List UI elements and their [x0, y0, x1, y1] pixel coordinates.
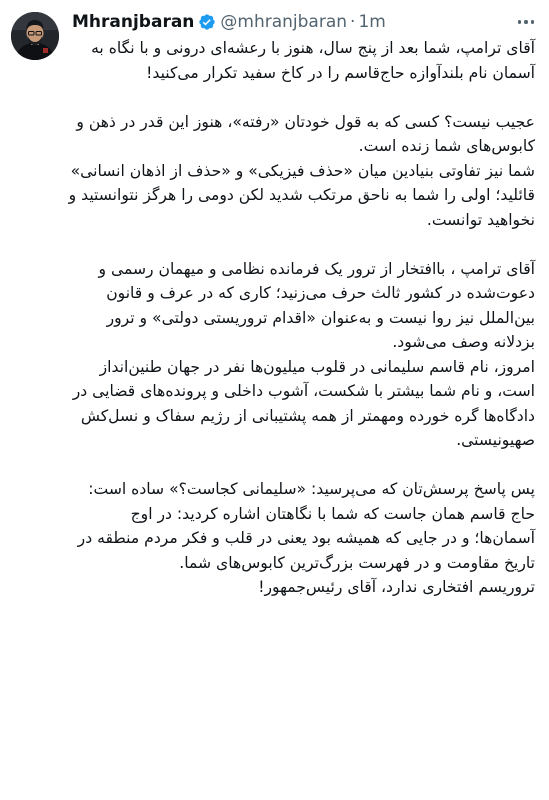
tweet-paragraph: تروریسم افتخاری ندارد، آقای رئیس‌جمهور! [258, 578, 535, 596]
verified-badge-icon [198, 13, 216, 31]
user-handle[interactable]: @mhranjbaran [220, 12, 348, 32]
avatar[interactable] [11, 12, 59, 60]
tweet-header [72, 10, 386, 34]
tweet-text [68, 36, 535, 600]
tweet-timestamp[interactable]: 1m [358, 12, 386, 32]
header-separator: · [350, 12, 356, 32]
tweet-paragraph: امروز، نام قاسم سلیمانی در قلوب میلیون‌ها نفر در جهان طنین‌انداز است، و نام شما بیشتر با شکست، آشوب داخلی و پرونده‌های قضایی در دادگاه‌ها گره خورده ومهمتر از همه پشتیبانی از رژیم سفاک و نسل‌کش صهیونیستی. [72, 357, 535, 449]
tweet-paragraph: پس پاسخ پرسش‌تان که می‌پرسید: «سلیمانی کجاست؟» ساده است: [88, 480, 535, 498]
display-name[interactable]: Mhranjbaran [72, 12, 195, 32]
tweet-paragraph: آقای ترامپ ، باافتخار از ترور یک فرمانده نظامی و میهمان رسمی و دعوت‌شده در کشور ثالث حرف می‌زنید؛ کاری که در عرف و قانون بین‌الملل نیز روا نیست و به‌عنوان «اقدام تروریستی دولتی» و ترور بزدلانه وصف می‌شود. [98, 259, 535, 351]
tweet-paragraph: حاج قاسم همان جاست که شما با نگاهتان اشاره کردید: در اوج آسمان‌ها؛ و در جایی که همیشه بود یعنی در قلب و فکر مردم منطقه در تاریخ مقاومت و در فهرست بزرگ‌ترین کابوس‌های شما. [77, 504, 535, 572]
tweet-paragraph: عجیب نیست؟ کسی که به قول خودتان «رفته»، هنوز این قدر در ذهن و کابوس‌های شما زنده است. [76, 112, 535, 155]
tweet-paragraph: شما نیز تفاوتی بنیادین میان «حذف فیزیکی» و «حذف از اذهان انسانی» قائلید؛ اولی را شما به ناحق مرتکب شدید لکن دومی را هرگز نتوانستید و نخواهید توانست. [68, 161, 535, 229]
tweet-paragraph: آقای ترامپ، شما بعد از پنج سال، هنوز با رعشه‌ای درونی و با نگاه به آسمان نام بلندآوازه حاج‌قاسم را در کاخ سفید تکرار می‌کنید! [91, 39, 535, 82]
more-options-icon[interactable] [515, 12, 537, 32]
avatar-image [11, 12, 59, 60]
